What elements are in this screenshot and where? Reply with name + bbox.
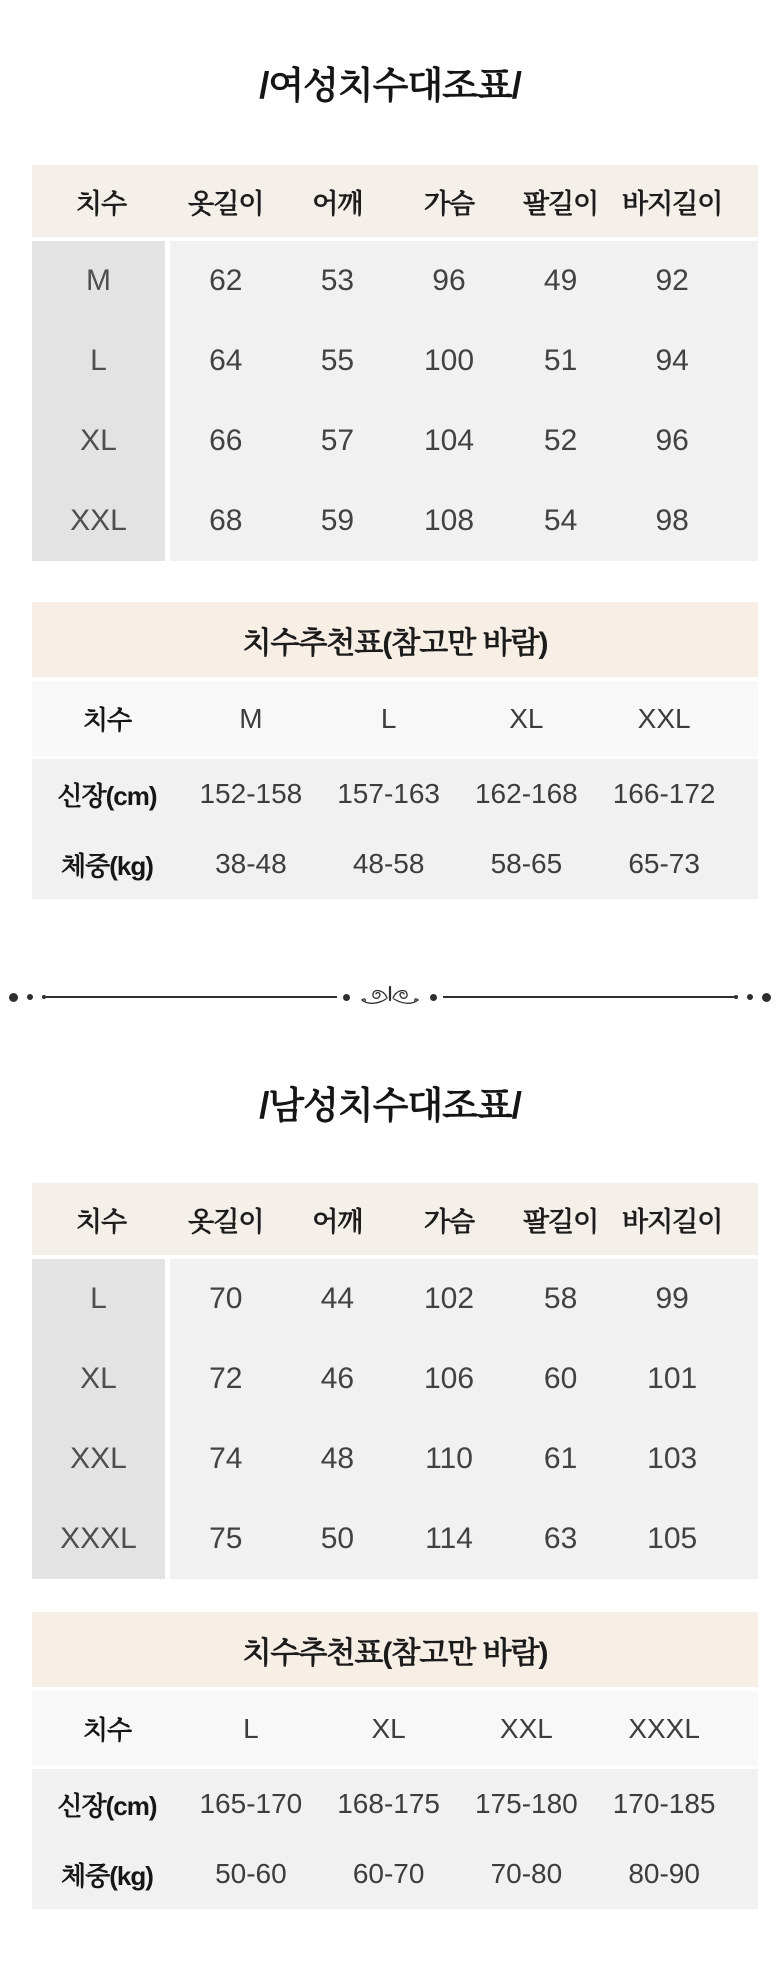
- column-header: 어깨: [312, 188, 363, 219]
- men-size-table-body: [32, 1259, 758, 1579]
- value-cell: 165-170: [199, 1788, 303, 1819]
- value-cell: 38-48: [215, 848, 287, 879]
- row-label: 체중(kg): [61, 1860, 153, 1891]
- value-cell: 51: [543, 344, 578, 377]
- value-cell: 168-175: [337, 1788, 440, 1819]
- section-divider: [0, 982, 780, 1012]
- men-size-table-header-row: [32, 1183, 758, 1255]
- men-size-table: [32, 1183, 758, 1579]
- value-cell: 99: [655, 1282, 689, 1315]
- dot-icon: [27, 994, 33, 1000]
- table-row: [32, 321, 758, 401]
- value-cell: 62: [209, 264, 243, 297]
- column-header: 바지길이: [622, 1206, 723, 1237]
- size-cell: L: [243, 1712, 259, 1744]
- value-cell: 152-158: [199, 778, 303, 809]
- value-cell: 61: [543, 1442, 578, 1475]
- value-cell: 108: [423, 504, 475, 537]
- recommend-table-title: 치수추천표(참고만 바람): [32, 1612, 758, 1687]
- value-cell: 64: [209, 344, 243, 377]
- column-header: 옷길이: [188, 188, 264, 219]
- value-cell: 170-185: [612, 1788, 716, 1819]
- divider-line: [46, 996, 337, 998]
- value-cell: 54: [543, 504, 578, 537]
- value-cell: 101: [647, 1362, 698, 1395]
- table-row: [32, 1769, 758, 1839]
- size-cell: XXXL: [628, 1712, 700, 1744]
- value-cell: 70-80: [490, 1858, 563, 1889]
- women-recommend-table: [32, 602, 758, 899]
- value-cell: 70: [209, 1282, 243, 1315]
- value-cell: 44: [320, 1282, 355, 1315]
- column-header: 팔길이: [522, 1206, 599, 1237]
- size-label-cell: M: [32, 241, 165, 321]
- dot-icon: [762, 993, 771, 1002]
- column-header: 치수: [75, 1206, 127, 1237]
- dot-icon: [747, 994, 753, 1000]
- row-label: 치수: [82, 705, 132, 735]
- table-row: [32, 241, 758, 321]
- size-cell: M: [239, 702, 263, 734]
- dot-icon: [430, 994, 437, 1001]
- men-recommend-table: [32, 1612, 758, 1909]
- value-cell: 162-168: [474, 778, 578, 809]
- value-cell: 175-180: [474, 1788, 578, 1819]
- size-label-cell: XXL: [32, 1419, 165, 1499]
- row-values: [170, 481, 758, 561]
- value-cell: 103: [647, 1442, 698, 1475]
- value-cell: 59: [320, 504, 355, 537]
- value-cell: 58: [543, 1282, 578, 1315]
- recommend-table-title: 치수추천표(참고만 바람): [32, 602, 758, 677]
- size-label-cell: L: [32, 321, 165, 401]
- row-label: 치수: [82, 1715, 132, 1745]
- row-values: [170, 1419, 758, 1499]
- table-row: [32, 1339, 758, 1419]
- value-cell: 58-65: [490, 848, 563, 879]
- size-label-cell: XL: [32, 1339, 165, 1419]
- dot-icon: [9, 993, 18, 1002]
- women-size-table: [32, 165, 758, 561]
- column-header: 어깨: [312, 1206, 363, 1237]
- row-label: 신장(cm): [57, 1790, 157, 1821]
- value-cell: 63: [543, 1522, 578, 1555]
- table-row: [32, 759, 758, 829]
- size-cell: XXL: [637, 702, 691, 734]
- value-cell: 98: [655, 504, 689, 537]
- column-header: 치수: [75, 188, 127, 219]
- value-cell: 96: [432, 264, 466, 297]
- value-cell: 104: [423, 424, 475, 457]
- value-cell: 96: [655, 424, 689, 457]
- value-cell: 100: [423, 344, 475, 377]
- value-cell: 52: [543, 424, 578, 457]
- column-header: 옷길이: [188, 1206, 264, 1237]
- value-cell: 94: [655, 344, 689, 377]
- dot-icon: [734, 995, 738, 999]
- value-cell: 46: [320, 1362, 355, 1395]
- value-cell: 50: [320, 1522, 355, 1555]
- row-values: [170, 1259, 758, 1339]
- row-values: [170, 1339, 758, 1419]
- size-label-cell: XXXL: [32, 1499, 165, 1579]
- size-label-cell: XL: [32, 401, 165, 481]
- value-cell: 157-163: [337, 778, 440, 809]
- row-values: [170, 241, 758, 321]
- value-cell: 106: [423, 1362, 475, 1395]
- table-row: [32, 1419, 758, 1499]
- column-header: 팔길이: [522, 188, 599, 219]
- value-cell: 48-58: [352, 848, 425, 879]
- value-cell: 55: [320, 344, 355, 377]
- value-cell: 68: [209, 504, 243, 537]
- value-cell: 50-60: [215, 1858, 287, 1889]
- recommend-sizes-row: [32, 681, 758, 756]
- value-cell: 48: [320, 1442, 355, 1475]
- dot-icon: [343, 994, 350, 1001]
- value-cell: 92: [655, 264, 689, 297]
- divider-line: [443, 996, 734, 998]
- value-cell: 75: [209, 1522, 243, 1555]
- size-label-cell: L: [32, 1259, 165, 1339]
- table-row: [32, 829, 758, 899]
- row-label: 신장(cm): [57, 780, 157, 811]
- column-header: 가슴: [423, 1206, 475, 1237]
- recommend-table-body: [32, 1769, 758, 1909]
- recommend-table-body: [32, 759, 758, 899]
- scroll-flourish-icon: [358, 984, 422, 1010]
- value-cell: 49: [543, 264, 578, 297]
- men-section-title: /남성치수대조표/: [259, 1085, 521, 1126]
- table-row: [32, 401, 758, 481]
- row-values: [170, 401, 758, 481]
- women-section-title: /여성치수대조표/: [259, 65, 521, 106]
- value-cell: 74: [209, 1442, 243, 1475]
- size-cell: XXL: [499, 1712, 553, 1744]
- women-size-table-body: [32, 241, 758, 561]
- value-cell: 105: [647, 1522, 698, 1555]
- recommend-sizes-row: [32, 1691, 758, 1766]
- table-row: [32, 1839, 758, 1909]
- value-cell: 80-90: [628, 1858, 700, 1889]
- size-label-cell: XXL: [32, 481, 165, 561]
- value-cell: 65-73: [628, 848, 700, 879]
- row-label: 체중(kg): [61, 850, 153, 881]
- value-cell: 114: [425, 1522, 473, 1555]
- row-values: [170, 1499, 758, 1579]
- value-cell: 57: [320, 424, 355, 457]
- table-row: [32, 1499, 758, 1579]
- women-size-table-header-row: [32, 165, 758, 237]
- size-cell: XL: [371, 1712, 406, 1744]
- value-cell: 53: [320, 264, 355, 297]
- column-header: 가슴: [423, 188, 475, 219]
- value-cell: 110: [425, 1442, 473, 1475]
- value-cell: 66: [209, 424, 243, 457]
- value-cell: 60: [543, 1362, 578, 1395]
- column-header: 바지길이: [622, 188, 723, 219]
- value-cell: 102: [423, 1282, 475, 1315]
- value-cell: 60-70: [352, 1858, 425, 1889]
- row-values: [170, 321, 758, 401]
- value-cell: 166-172: [612, 778, 716, 809]
- table-row: [32, 481, 758, 561]
- size-cell: XL: [509, 702, 544, 734]
- table-row: [32, 1259, 758, 1339]
- size-cell: L: [380, 702, 397, 734]
- value-cell: 72: [209, 1362, 243, 1395]
